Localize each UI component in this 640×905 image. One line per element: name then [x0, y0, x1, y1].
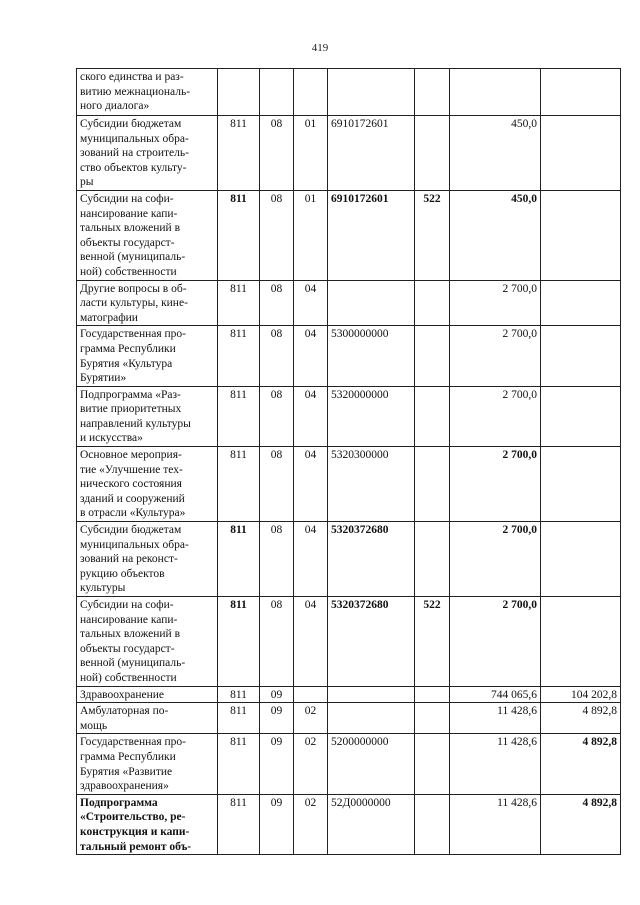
page-number: 419	[311, 42, 329, 54]
cell-rz: 09	[260, 686, 294, 703]
table-row	[77, 326, 621, 386]
cell-rz: 09	[260, 703, 294, 734]
cell-gr: 811	[218, 116, 260, 191]
cell-csr: 5320300000	[328, 447, 415, 522]
cell-csr	[328, 280, 415, 326]
cell-sum2	[541, 326, 621, 386]
cell-sum2: 104 202,8	[541, 686, 621, 703]
cell-name: Основное мероприя- тие «Улучшение тех- нического состояния зданий и сооружений в отрасли «Культура»	[77, 447, 218, 522]
cell-rz: 09	[260, 734, 294, 794]
cell-vr	[415, 69, 450, 116]
cell-gr: 811	[218, 686, 260, 703]
cell-vr: 522	[415, 597, 450, 687]
cell-sum2	[541, 522, 621, 597]
cell-rz: 08	[260, 597, 294, 687]
cell-rz: 09	[260, 794, 294, 854]
cell-csr	[328, 686, 415, 703]
cell-sum1: 2 700,0	[450, 386, 541, 446]
table-row	[77, 447, 621, 522]
cell-vr	[415, 734, 450, 794]
cell-csr: 5320372680	[328, 597, 415, 687]
cell-csr: 5320000000	[328, 386, 415, 446]
cell-csr	[328, 703, 415, 734]
cell-sum1: 2 700,0	[450, 597, 541, 687]
cell-vr	[415, 280, 450, 326]
cell-name: ского единства и раз- витию межнациональ- ного диалога»	[77, 69, 218, 116]
cell-csr: 6910172601	[328, 116, 415, 191]
cell-sum1	[450, 69, 541, 116]
cell-pr: 01	[294, 116, 328, 191]
cell-sum2	[541, 190, 621, 280]
cell-sum2	[541, 597, 621, 687]
cell-rz: 08	[260, 386, 294, 446]
cell-rz: 08	[260, 326, 294, 386]
cell-csr: 52Д0000000	[328, 794, 415, 854]
cell-gr: 811	[218, 386, 260, 446]
cell-rz: 08	[260, 190, 294, 280]
table-row	[77, 734, 621, 794]
cell-csr: 6910172601	[328, 190, 415, 280]
cell-vr	[415, 116, 450, 191]
table-row	[77, 794, 621, 854]
cell-vr	[415, 326, 450, 386]
cell-rz	[260, 69, 294, 116]
cell-name: Субсидии на софи- нансирование капи- тальных вложений в объекты государст- венной (муниципаль- ной) собственности	[77, 190, 218, 280]
table-row	[77, 597, 621, 687]
cell-name: Здравоохранение	[77, 686, 218, 703]
cell-gr: 811	[218, 734, 260, 794]
cell-gr: 811	[218, 794, 260, 854]
cell-pr: 04	[294, 386, 328, 446]
cell-vr	[415, 386, 450, 446]
cell-sum2	[541, 386, 621, 446]
cell-rz: 08	[260, 116, 294, 191]
cell-csr	[328, 69, 415, 116]
cell-name: Субсидии на софи- нансирование капи- тальных вложений в объекты государст- венной (муниципаль- ной) собственности	[77, 597, 218, 687]
cell-name: Субсидии бюджетам муниципальных обра- зований на строитель- ство объектов культу- ры	[77, 116, 218, 191]
cell-sum1: 11 428,6	[450, 703, 541, 734]
cell-sum1: 2 700,0	[450, 280, 541, 326]
cell-rz: 08	[260, 447, 294, 522]
cell-vr	[415, 794, 450, 854]
cell-pr: 04	[294, 326, 328, 386]
cell-rz: 08	[260, 280, 294, 326]
cell-sum1: 744 065,6	[450, 686, 541, 703]
table-row	[77, 280, 621, 326]
cell-name: Другие вопросы в об- ласти культуры, кине- матографии	[77, 280, 218, 326]
table-row	[77, 703, 621, 734]
cell-csr: 5320372680	[328, 522, 415, 597]
cell-sum2: 4 892,8	[541, 734, 621, 794]
cell-name: Государственная про- грамма Республики Бурятия «Развитие здравоохранения»	[77, 734, 218, 794]
cell-name: Подпрограмма «Раз- витие приоритетных направлений культуры и искусства»	[77, 386, 218, 446]
cell-sum1: 11 428,6	[450, 734, 541, 794]
cell-name: Подпрограмма «Строительство, ре- конструкция и капи- тальный ремонт объ-	[77, 794, 218, 854]
cell-gr	[218, 69, 260, 116]
cell-pr: 02	[294, 703, 328, 734]
table-body	[77, 69, 621, 855]
cell-pr: 04	[294, 597, 328, 687]
cell-vr	[415, 686, 450, 703]
cell-pr: 01	[294, 190, 328, 280]
cell-gr: 811	[218, 522, 260, 597]
cell-pr: 04	[294, 522, 328, 597]
cell-sum1: 2 700,0	[450, 522, 541, 597]
cell-pr: 04	[294, 280, 328, 326]
cell-gr: 811	[218, 190, 260, 280]
cell-name: Государственная про- грамма Республики Бурятия «Культура Бурятии»	[77, 326, 218, 386]
cell-sum2	[541, 447, 621, 522]
cell-vr	[415, 703, 450, 734]
table-row	[77, 386, 621, 446]
cell-pr: 02	[294, 734, 328, 794]
table-row	[77, 116, 621, 191]
cell-sum1: 2 700,0	[450, 447, 541, 522]
cell-csr: 5200000000	[328, 734, 415, 794]
cell-sum2	[541, 69, 621, 116]
cell-gr: 811	[218, 447, 260, 522]
cell-gr: 811	[218, 326, 260, 386]
cell-gr: 811	[218, 703, 260, 734]
cell-rz: 08	[260, 522, 294, 597]
table-row	[77, 69, 621, 116]
cell-sum1: 11 428,6	[450, 794, 541, 854]
cell-csr: 5300000000	[328, 326, 415, 386]
cell-sum2	[541, 280, 621, 326]
cell-sum2	[541, 116, 621, 191]
cell-gr: 811	[218, 280, 260, 326]
cell-pr	[294, 69, 328, 116]
cell-sum1: 450,0	[450, 190, 541, 280]
cell-sum2: 4 892,8	[541, 703, 621, 734]
cell-sum1: 450,0	[450, 116, 541, 191]
cell-vr	[415, 447, 450, 522]
cell-name: Амбулаторная по- мощь	[77, 703, 218, 734]
cell-vr: 522	[415, 190, 450, 280]
budget-table	[76, 68, 621, 855]
cell-pr	[294, 686, 328, 703]
cell-sum1: 2 700,0	[450, 326, 541, 386]
cell-pr: 02	[294, 794, 328, 854]
cell-sum2: 4 892,8	[541, 794, 621, 854]
table-row	[77, 686, 621, 703]
cell-name: Субсидии бюджетам муниципальных обра- зований на реконст- рукцию объектов культуры	[77, 522, 218, 597]
table-row	[77, 190, 621, 280]
cell-pr: 04	[294, 447, 328, 522]
table-row	[77, 522, 621, 597]
cell-gr: 811	[218, 597, 260, 687]
cell-vr	[415, 522, 450, 597]
